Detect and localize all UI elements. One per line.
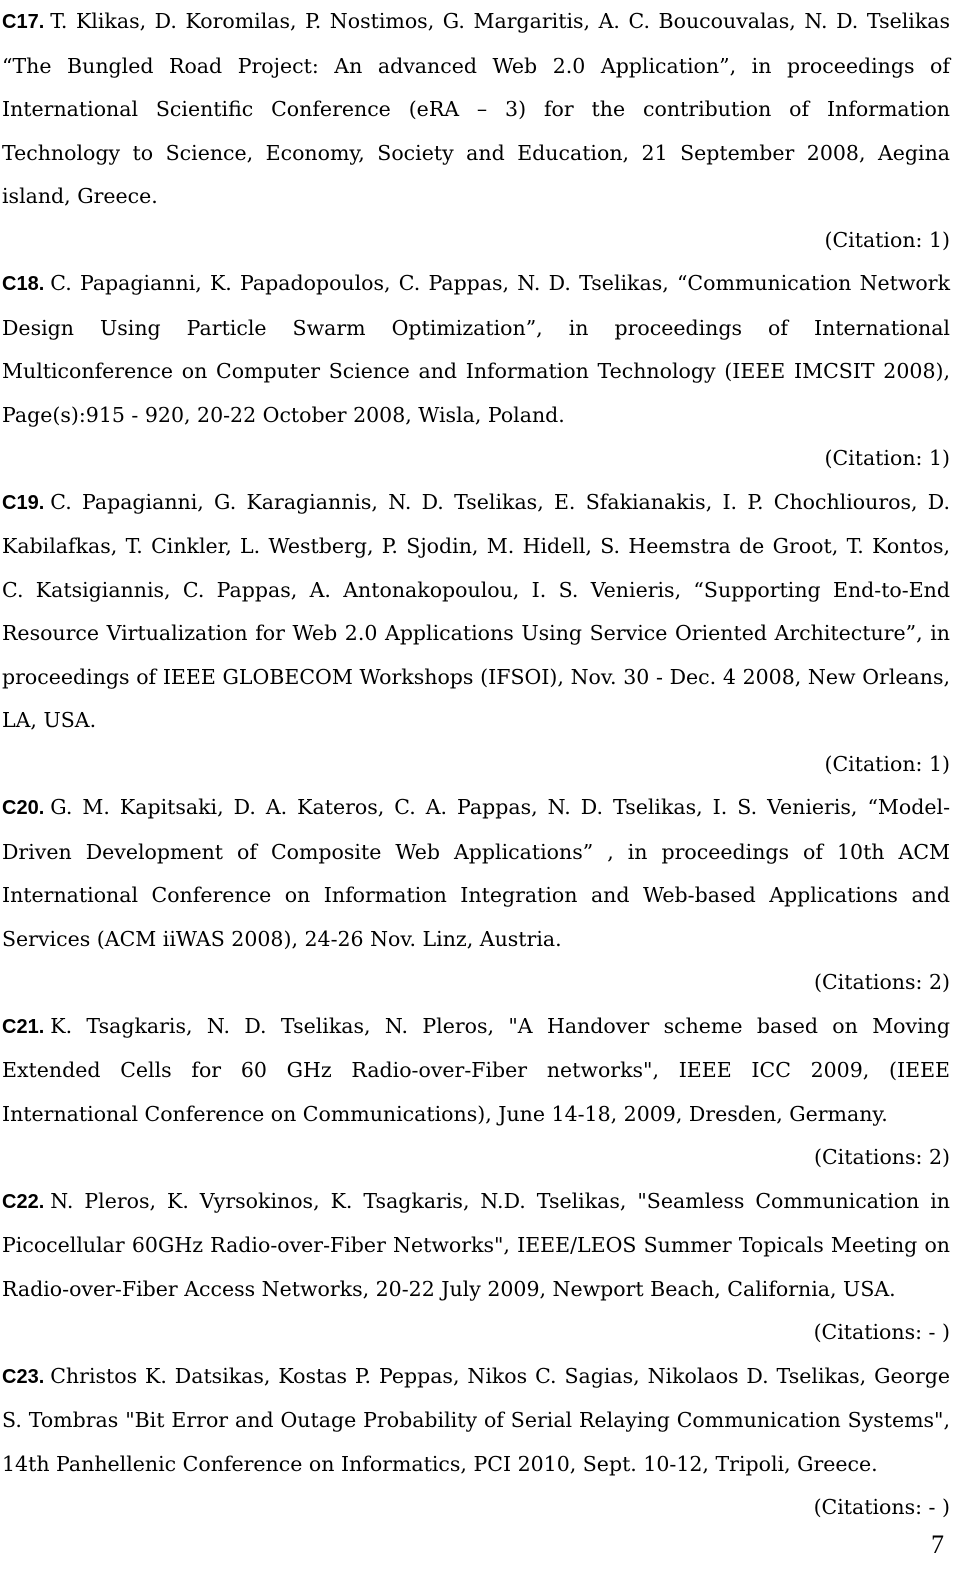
entry-c21 [2,1005,950,1180]
page-number: 7 [931,1530,944,1559]
citation-count: (Citation: 1) [824,751,950,776]
reference-text [2,1005,950,1137]
reference-body: N. Pleros, K. Vyrsokinos, K. Tsagkaris, N.D. Tselikas, "Seamless Communication in Picocellular 60GHz Radio-over-Fiber Networks", IEEE/LEOS Summer Topicals Meeting on Radio-over-Fiber Access Networks, 20-22 July 2009, Newport Beach, California, USA. [2,1188,950,1301]
citation-count: (Citations: - ) [813,1495,950,1519]
reference-text [2,0,950,219]
reference-code: C22. [2,1190,45,1213]
reference-code: C17. [2,11,45,33]
reference-body: T. Klikas, D. Koromilas, P. Nostimos, G. Margaritis, A. C. Boucouvalas, N. D. Tselikas “The Bungled Road Project: An advanced Web 2.0 Application”, in proceedings of International Scientific Conference (eRA – 3) for the contribution of Information Technology to Science, Economy, Society and Education, 21 September 2008, Aegina island, Greece. [2,9,950,208]
reference-code: C20. [2,797,45,819]
reference-text [2,786,950,961]
reference-text [2,262,950,437]
reference-code: C19. [2,491,45,514]
reference-text [2,1355,950,1487]
reference-body: K. Tsagkaris, N. D. Tselikas, N. Pleros, "A Handover scheme based on Moving Extended Cells for 60 GHz Radio-over-Fiber networks", IEEE ICC 2009, (IEEE International Conference on Communications), June 14-18, 2009, Dresden, Germany. [2,1013,950,1126]
reference-body: C. Papagianni, K. Papadopoulos, C. Pappas, N. D. Tselikas, “Communication Network Design Using Particle Swarm Optimization”, in proceedings of International Multiconference on Computer Science and Information Technology (IEEE IMCSIT 2008), Page(s):915 - 920, 20-22 October 2008, Wisla, Poland. [2,271,950,427]
citation-count: (Citation: 1) [824,227,950,252]
citation-count: (Citations: - ) [813,1320,950,1344]
entry-c23 [2,1355,950,1530]
entry-c22 [2,1180,950,1355]
citation-count: (Citations: 2) [813,970,950,994]
entry-c17 [2,0,950,262]
entry-c19 [2,481,950,787]
citation-count: (Citation: 1) [824,446,950,470]
reference-code: C23. [2,1365,45,1388]
reference-text [2,481,950,743]
entry-c20 [2,786,950,1005]
citation-count: (Citations: 2) [813,1145,950,1169]
reference-body: G. M. Kapitsaki, D. A. Kateros, C. A. Pappas, N. D. Tselikas, I. S. Venieris, “Model-Driven Development of Composite Web Applications” , in proceedings of 10th ACM International Conference on Information Integration and Web-based Applications and Services (ACM iiWAS 2008), 24-26 Nov. Linz, Austria. [2,795,950,951]
reference-body: C. Papagianni, G. Karagiannis, N. D. Tselikas, E. Sfakianakis, I. P. Chochliouros, D. Kabilafkas, T. Cinkler, L. Westberg, P. Sjodin, M. Hidell, S. Heemstra de Groot, T. Kontos, C. Katsigiannis, C. Pappas, A. Antonakopoulou, I. S. Venieris, “Supporting End-to-End Resource Virtualization for Web 2.0 Applications Using Service Oriented Architecture”, in proceedings of IEEE GLOBECOM Workshops (IFSOI), Nov. 30 - Dec. 4 2008, New Orleans, LA, USA. [2,489,950,732]
reference-code: C21. [2,1015,45,1038]
reference-text [2,1180,950,1312]
entry-c18 [2,262,950,481]
reference-code: C18. [2,273,45,295]
reference-body: Christos K. Datsikas, Kostas P. Peppas, Nikos C. Sagias, Nikolaos D. Tselikas, George S. Tombras "Bit Error and Outage Probability of Serial Relaying Communication Systems", 14th Panhellenic Conference on Informatics, PCI 2010, Sept. 10-12, Tripoli, Greece. [2,1363,950,1476]
